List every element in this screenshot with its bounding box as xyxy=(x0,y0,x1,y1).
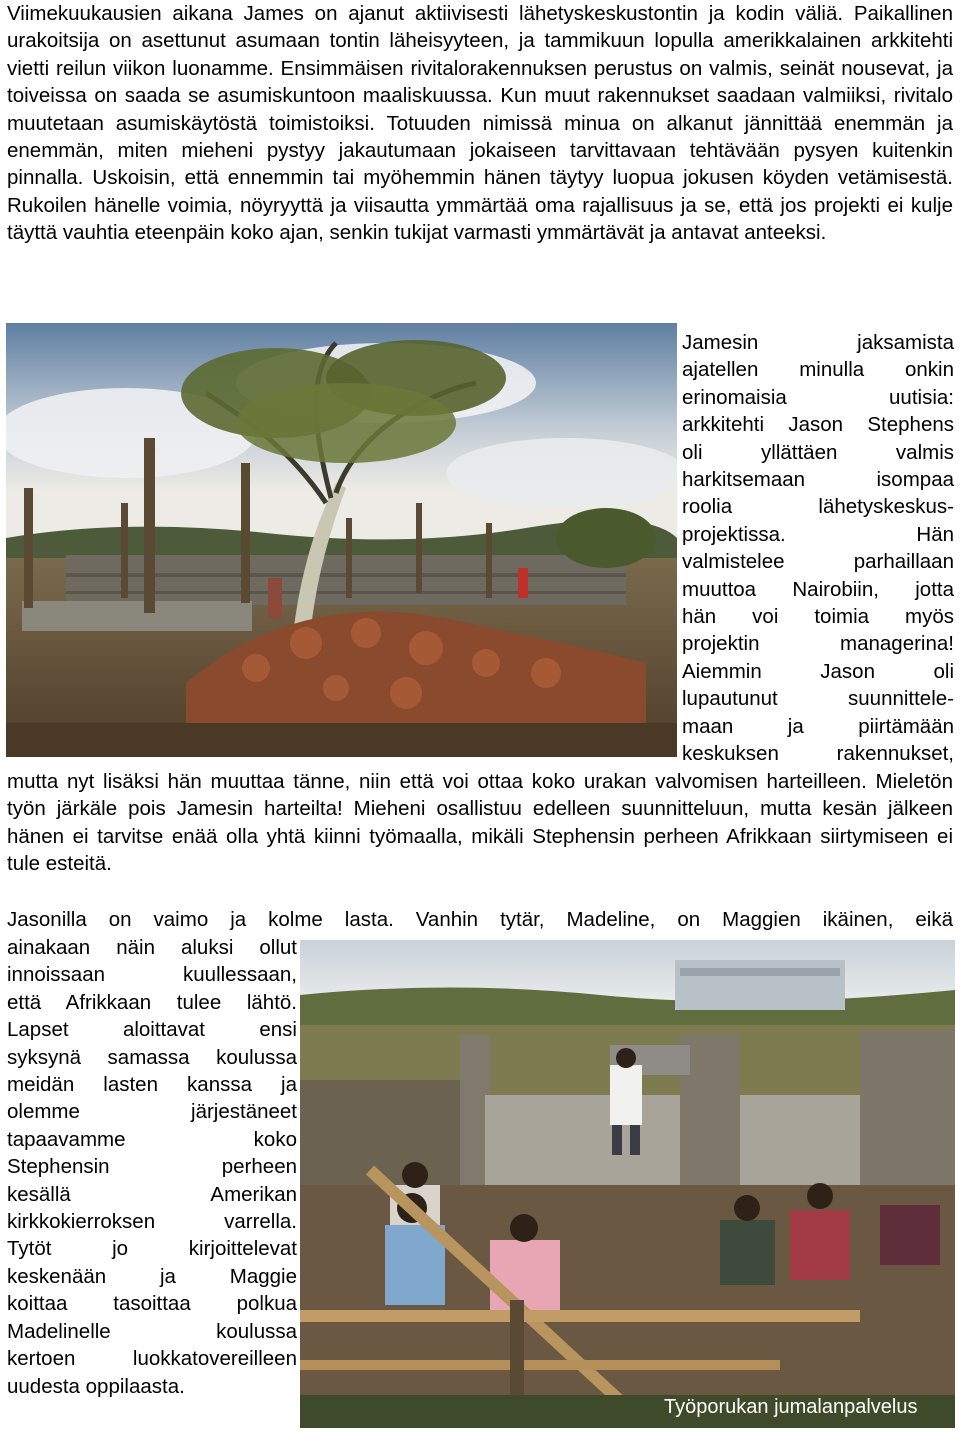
text-line: hän voi toimia myös xyxy=(682,605,954,629)
text-line: lupautunut suunnittele- xyxy=(682,687,954,711)
text-line: Lapset aloittavat ensi xyxy=(7,1018,297,1042)
text-line: Stephensin perheen xyxy=(7,1155,297,1179)
text-line: harkitsemaan isompaa xyxy=(682,468,954,492)
text-line: Tytöt jo kirjoittelevat xyxy=(7,1237,297,1261)
text-line: meidän lasten kanssa ja xyxy=(7,1073,297,1097)
paragraph-jason-continued: mutta nyt lisäksi hän muuttaa tänne, niin että voi ottaa koko urakan valvomisen harteilleen. Mieletön työn järkäle pois Jamesin harteilta! Mieheni osallistuu edelleen suunnitteluun, mutta kesän jälkeen hänen ei tarvitse enää olla yhtä kiinni työmaalla, mikäli Stephensin perheen Afrikkaan siirtymiseen ei tule esteitä. xyxy=(7,770,953,876)
text-line: koittaa tasoittaa polkua xyxy=(7,1292,297,1316)
photo-worship-service xyxy=(300,940,955,1428)
text-line: valmistelee parhaillaan xyxy=(682,550,954,574)
column-jason-news xyxy=(682,329,954,768)
text-line: ainakaan näin aluksi ollut xyxy=(7,936,297,959)
text-line: projektissa. Hän xyxy=(682,522,954,546)
text-line: muuttoa Nairobiin, jotta xyxy=(682,577,954,601)
photo-construction-site xyxy=(6,323,677,757)
text-line: tapaavamme koko xyxy=(7,1127,297,1151)
photo-caption: Työporukan jumalanpalvelus xyxy=(664,1396,918,1418)
text-line: kesällä Amerikan xyxy=(7,1182,297,1206)
paragraph-family-intro: Jasonilla on vaimo ja kolme lasta. Vanhin tytär, Madeline, on Maggien ikäinen, eikä xyxy=(7,908,953,931)
paragraph-construction-progress: Viimekuukausien aikana James on ajanut aktiivisesti lähetyskeskustontin ja kodin väliä. Paikallinen urakoitsija on asettunut asumaan tontin läheisyyteen, ja tammikuun lopulla amerikkalainen arkkitehti vietti reilun viikon luonamme. Ensimmäisen rivitalorakennuksen perustus on valmis, seinät nousevat, ja toiveissa on saada se asumiskuntoon maaliskuussa. Kun muut rakennukset saadaan valmiiksi, rivitalo muutetaan asumiskäytöstä toimistoiksi. Totuuden nimissä minua on alkanut jännittää enemmän ja enemmän, miten mieheni pystyy jakautumaan jokaiseen tarvittavaan tehtävään pysyen kuitenkin pinnalla. Uskoisin, että ennemmin tai myöhemmin hänen täytyy luopua jokusen köyden vetämisestä. Rukoilen hänelle voimia, nöyryyttä ja viisautta ymmärtää oma rajallisuus ja se, että jos projekti ei kulje täyttä vauhtia eteenpäin koko ajan, senkin tukijat varmasti ymmärtävät ja antavat anteeksi. xyxy=(7,2,953,245)
text-line: ajatellen minulla onkin xyxy=(682,358,954,382)
text-line: kertoen luokkatovereilleen xyxy=(7,1347,297,1371)
worship-service-illustration xyxy=(300,940,955,1428)
text-line: roolia lähetyskeskus- xyxy=(682,495,954,519)
text-line: oli yllättäen valmis xyxy=(682,440,954,464)
text-line: että Afrikkaan tulee lähtö. xyxy=(7,990,297,1014)
text-line: projektin managerina! xyxy=(682,632,954,656)
text-line: erinomaisia uutisia: xyxy=(682,385,954,409)
text-line: innoissaan kuullessaan, xyxy=(7,963,297,987)
text-line: olemme järjestäneet xyxy=(7,1100,297,1124)
column-family-news xyxy=(7,934,297,1400)
text-line: Jamesin jaksamista xyxy=(682,331,954,354)
text-line: Aiemmin Jason oli xyxy=(682,659,954,683)
text-line: keskenään ja Maggie xyxy=(7,1264,297,1288)
text-line: syksynä samassa koulussa xyxy=(7,1045,297,1069)
text-line: keskuksen rakennukset, xyxy=(682,742,954,766)
text-line: kirkkokierroksen varrella. xyxy=(7,1210,297,1234)
construction-site-illustration xyxy=(6,323,677,757)
text-line: Madelinelle koulussa xyxy=(7,1319,297,1343)
text-line: uudesta oppilaasta. xyxy=(7,1374,185,1398)
text-line: maan ja piirtämään xyxy=(682,714,954,738)
text-line: arkkitehti Jason Stephens xyxy=(682,413,954,437)
